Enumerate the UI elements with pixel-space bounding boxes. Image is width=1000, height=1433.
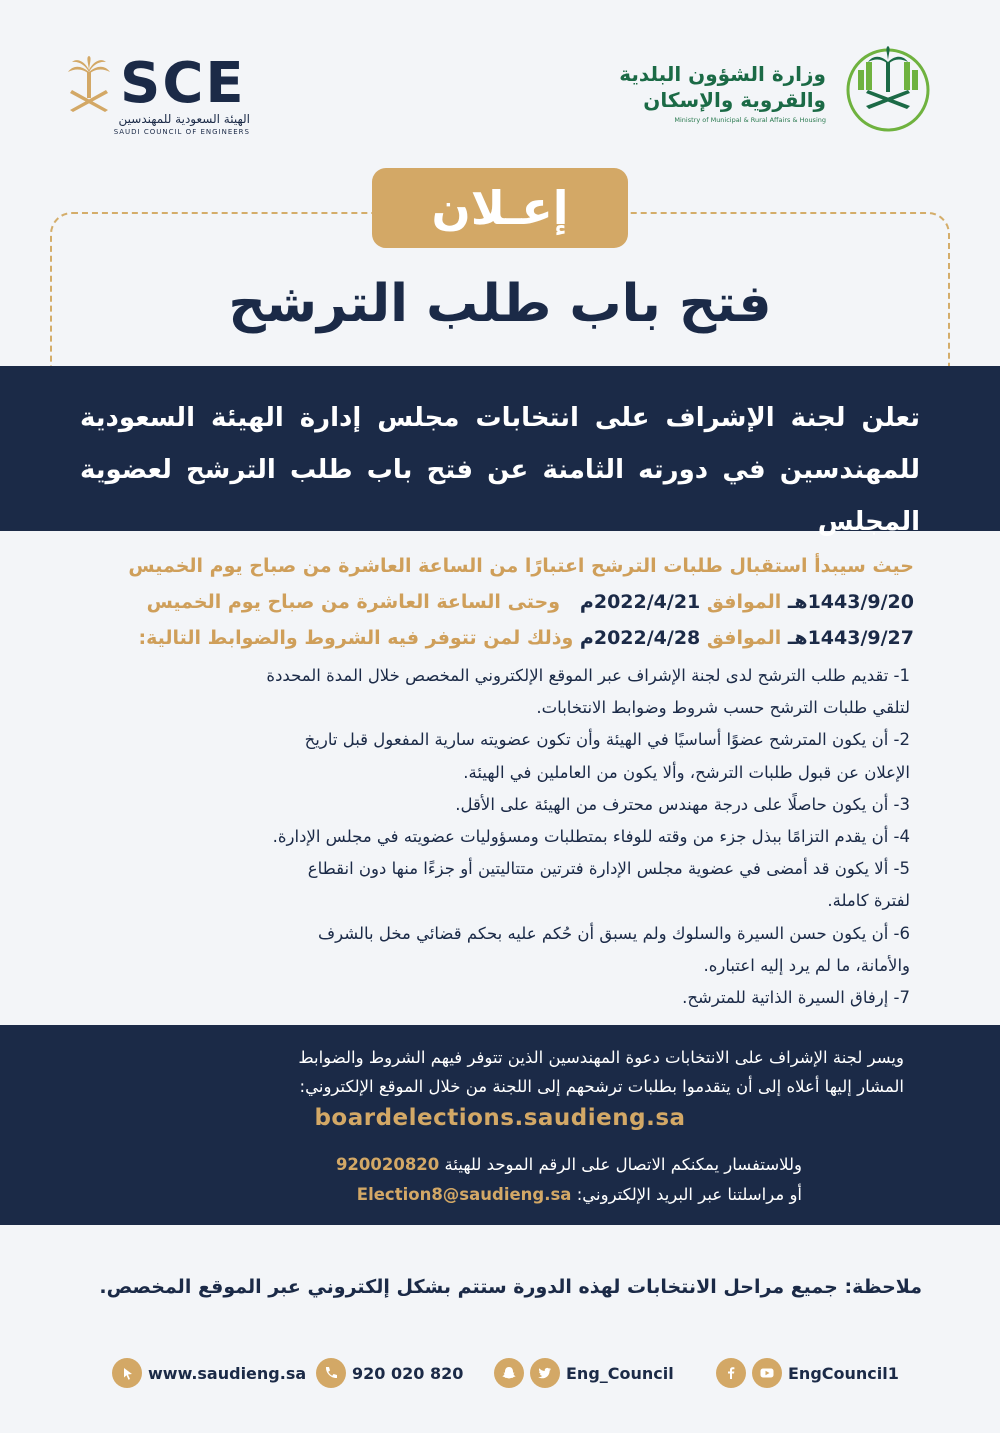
youtube-icon — [752, 1358, 782, 1388]
condition-line: لفترة كاملة. — [827, 891, 910, 911]
condition-line: الإعلان عن قبول طلبات الترشح، وألا يكون من العاملين في الهيئة. — [463, 762, 910, 782]
condition-line: 3- أن يكون حاصلًا على درجة مهندس محترف من الهيئة على الأقل. — [455, 794, 910, 814]
condition-line: 7- إرفاق السيرة الذاتية للمترشح. — [682, 988, 910, 1008]
sce-logo — [66, 52, 266, 142]
intro-line — [84, 620, 914, 656]
ministry-emblem-icon — [838, 40, 938, 132]
ministry-name-line2: والقروية والإسكان — [643, 88, 826, 112]
contact-line — [336, 1155, 802, 1174]
footer-website-label: www.saudieng.sa — [148, 1363, 307, 1383]
date1-label: الموافق — [706, 591, 782, 613]
announcement-line: للمهندسين في دورته الثامنة عن فتح باب طلب الترشح لعضوية المجلس — [80, 455, 920, 537]
condition-line: 6- أن يكون حسن السيرة والسلوك ولم يسبق أن حُكم عليه بحكم قضائي مخل بالشرف — [318, 923, 910, 943]
phone-icon — [316, 1358, 346, 1388]
footer-website[interactable] — [112, 1356, 306, 1390]
announcement-text — [80, 392, 920, 548]
invitation-paragraph — [84, 1043, 904, 1101]
condition-line: 4- أن يقدم التزامًا ببذل جزء من وقته للوفاء بمتطلبات ومسؤوليات عضويته في مجلس الإدارة. — [272, 827, 910, 847]
date2-hijri: 1443/9/27هـ — [787, 627, 914, 649]
date2-gregorian: 2022/4/28م — [579, 627, 701, 649]
note-text: ملاحظة: جميع مراحل الانتخابات لهذه الدورة ستتم بشكل إلكتروني عبر الموقع المخصص. — [99, 1276, 922, 1298]
condition-line: والأمانة، ما لم يرد إليه اعتباره. — [703, 955, 910, 975]
email-line — [357, 1185, 802, 1204]
condition-line: 1- تقديم طلب الترشح لدى لجنة الإشراف عبر الموقع الإلكتروني المخصص خلال المدة المحددة — [266, 666, 910, 685]
date1-hijri: 1443/9/20هـ — [787, 591, 914, 613]
email-text: أو مراسلتنا عبر البريد الإلكتروني: — [576, 1185, 802, 1204]
intro-line: حيث سيبدأ استقبال طلبات الترشح اعتبارًا من الساعة العاشرة من صباح يوم الخميس — [128, 555, 914, 577]
ministry-logo — [619, 40, 938, 135]
sce-name-english: SAUDI COUNCIL OF ENGINEERS — [113, 128, 250, 136]
date1-gregorian: 2022/4/21م — [579, 591, 701, 613]
date2-label: الموافق — [706, 627, 782, 649]
intro-line — [84, 584, 914, 620]
invitation-band — [0, 1025, 1000, 1225]
elections-website-link[interactable]: boardelections.saudieng.sa — [314, 1105, 686, 1131]
footer-phone-label: 920 020 820 — [352, 1363, 464, 1383]
condition-line: 5- ألا يكون قد أمضى في عضوية مجلس الإدارة فترتين متتاليتين أو جزءًا منها دون انقطاع — [307, 859, 910, 879]
announcement-badge: إعـلان — [372, 168, 628, 248]
invitation-line: ويسر لجنة الإشراف على الانتخابات دعوة المهندسين الذين تتوفر فيهم الشروط والضوابط — [298, 1048, 904, 1067]
sce-logo-text: SCE — [120, 51, 246, 116]
snapchat-icon — [494, 1358, 524, 1388]
announcement-band — [0, 366, 1000, 537]
footer-social-handle: Eng_Council — [566, 1363, 674, 1383]
contact-number[interactable]: 920020820 — [335, 1155, 440, 1174]
condition-line: لتلقي طلبات الترشح حسب شروط وضوابط الانتخابات. — [536, 698, 910, 718]
page-title: فتح باب طلب الترشح — [228, 274, 772, 334]
intro-paragraph — [84, 548, 914, 656]
email-link[interactable]: Election8@saudieng.sa — [356, 1185, 572, 1204]
condition-line: 2- أن يكون المترشح عضوًا أساسيًا في الهيئة وأن تكون عضويته سارية المفعول قبل تاريخ — [304, 730, 910, 750]
footer-social-handle: EngCouncil1 — [788, 1363, 899, 1383]
conditions-list — [80, 660, 910, 1014]
palm-swords-emblem-icon — [66, 56, 112, 112]
contact-text: وللاستفسار يمكنكم الاتصال على الرقم الموحد للهيئة — [444, 1155, 802, 1174]
footer-facebook-youtube[interactable] — [716, 1356, 899, 1390]
intro-tail: وذلك لمن تتوفر فيه الشروط والضوابط التالية: — [138, 627, 574, 649]
announcement-line: تعلن لجنة الإشراف على انتخابات مجلس إدارة الهيئة السعودية — [80, 403, 920, 433]
invitation-line: المشار إليها أعلاه إلى أن يتقدموا بطلبات ترشحهم إلى اللجنة من خلال الموقع الإلكتروني: — [299, 1077, 904, 1096]
footer-phone[interactable] — [316, 1356, 463, 1390]
ministry-name-english: Ministry of Municipal & Rural Affairs & Housing — [674, 116, 826, 124]
facebook-icon — [716, 1358, 746, 1388]
cursor-click-icon — [112, 1358, 142, 1388]
until-text: وحتى الساعة العاشرة من صباح يوم الخميس — [146, 591, 561, 613]
sce-name-arabic: الهيئة السعودية للمهندسين — [118, 112, 250, 126]
footer-twitter-snapchat[interactable] — [494, 1356, 674, 1390]
ministry-name-line1: وزارة الشؤون البلدية — [619, 62, 826, 86]
twitter-icon — [530, 1358, 560, 1388]
